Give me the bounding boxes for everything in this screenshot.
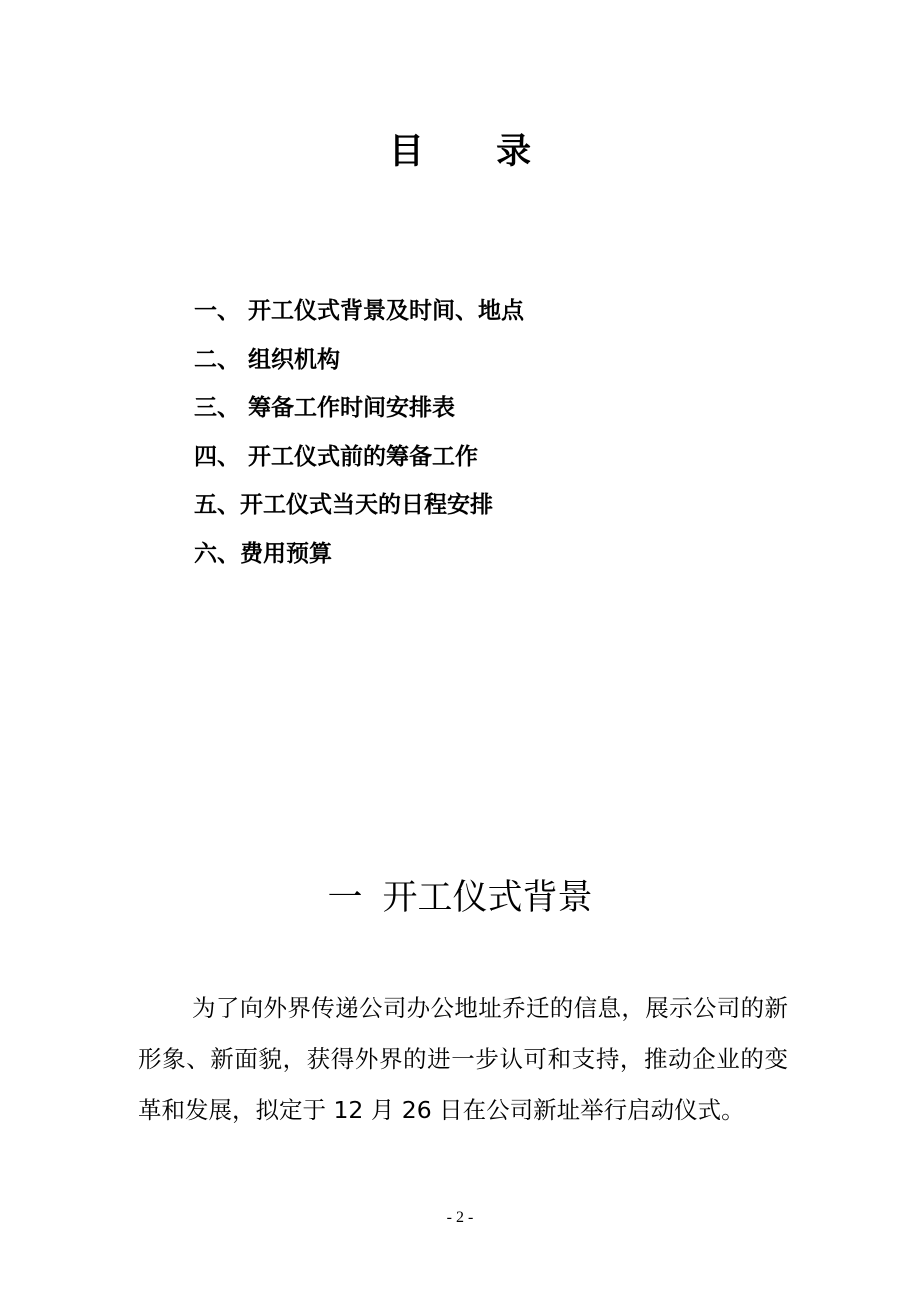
toc-item: 四、 开工仪式前的筹备工作 xyxy=(194,443,479,470)
section-number: 一 xyxy=(327,878,363,918)
toc-item: 一、 开工仪式背景及时间、地点 xyxy=(194,298,525,324)
section-heading xyxy=(0,872,920,924)
toc-item: 六、费用预算 xyxy=(194,540,332,567)
toc-item: 五、开工仪式当天的日程安排 xyxy=(194,492,493,518)
toc-title: 目 录 xyxy=(388,132,562,172)
toc-list xyxy=(194,287,524,578)
toc-item: 二、 组织机构 xyxy=(194,346,341,373)
page-number: - 2 - xyxy=(446,1209,474,1226)
toc-item: 三、 筹备工作时间安排表 xyxy=(194,395,456,421)
section-title-text: 开工仪式背景 xyxy=(382,878,593,918)
section-paragraph: 为了向外界传递公司办公地址乔迁的信息，展示公司的新形象、新面貌，获得外界的进一步认可和支持，推动企业的变革和发展，拟定于 12 月 26 日在公司新址举行启动仪式。 xyxy=(138,994,788,1124)
